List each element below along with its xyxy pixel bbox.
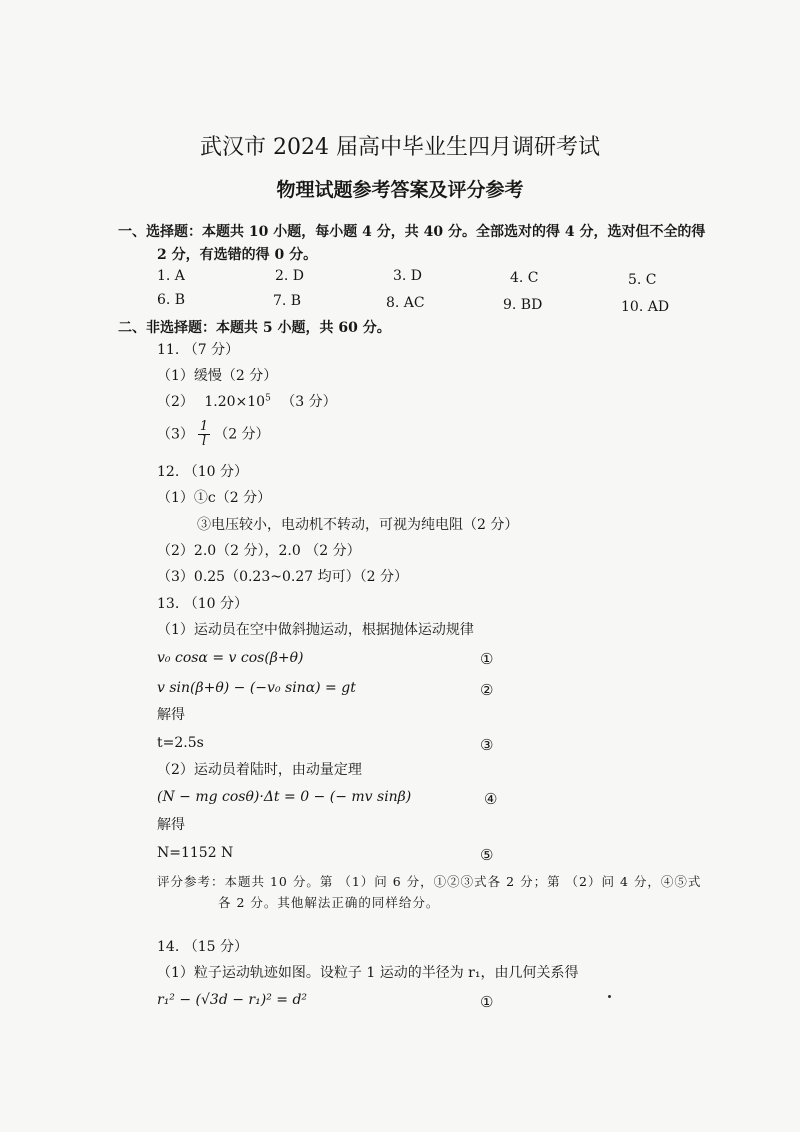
q13-scoring-line1: 评分参考：本题共 10 分。第 （1）问 6 分，①②③式各 2 分；第 （2）问 4 分，④⑤式	[157, 874, 702, 889]
q13-equation-1-number: ①	[480, 650, 494, 668]
q12-heading: 12. （10 分）	[157, 464, 248, 480]
exam-title: 武汉市 2024 届高中毕业生四月调研考试	[200, 135, 600, 160]
q13-equation-2-number: ②	[480, 681, 494, 699]
q12-answer-1b: ③电压较小，电动机不转动，可视为纯电阻（2 分）	[197, 517, 519, 533]
answer-3: 3. D	[393, 268, 423, 284]
q12-answer-2: （2）2.0（2 分），2.0 （2 分）	[157, 543, 361, 559]
answer-4: 4. C	[510, 270, 539, 286]
q13-heading: 13. （10 分）	[157, 596, 248, 612]
answer-10: 10. AD	[621, 299, 670, 315]
q11-answer-2-value: $1.20\times 10^5$	[204, 393, 271, 410]
q11-heading: 11. （7 分）	[157, 342, 240, 358]
q14-part1-text: （1）粒子运动轨迹如图。设粒子 1 运动的半径为 r₁，由几何关系得	[157, 965, 579, 981]
q12-answer-3: （3）0.25（0.23~0.27 均可）（2 分）	[157, 569, 408, 585]
q12-answer-1: （1）①c（2 分）	[157, 490, 272, 506]
q11-answer-3-fraction: $\frac{1}{l}$	[199, 419, 209, 449]
document-subtitle: 物理试题参考答案及评分参考	[276, 179, 524, 201]
answer-6: 6. B	[157, 292, 186, 308]
q11-answer-3-score: （2 分）	[214, 426, 270, 443]
q11-answer-2	[157, 392, 337, 412]
q13-part2-text: （2）运动员着陆时，由动量定理	[157, 762, 362, 778]
answer-9: 9. BD	[503, 297, 543, 313]
part1-heading-line1: 一、选择题：本题共 10 小题，每小题 4 分，共 40 分。全部选对的得 4 分，选对但不全的得	[118, 224, 706, 240]
q11-answer-3	[157, 420, 270, 449]
q11-answer-3-label: （3）	[157, 426, 194, 443]
scan-speck	[608, 995, 611, 998]
part1-heading-line2: 2 分，有选错的得 0 分。	[157, 247, 318, 263]
q13-equation-4: (N − mg cosθ)·Δt = 0 − (− mv sinβ)	[157, 789, 412, 805]
answer-8: 8. AC	[386, 295, 425, 311]
q13-equation-2: v sin(β+θ) − (−v₀ sinα) = gt	[157, 680, 356, 696]
q14-equation-1: r₁² − (√3d − r₁)² = d²	[157, 992, 308, 1008]
q13-result-2: N=1152 N	[157, 845, 234, 861]
q11-answer-2-label: （2）	[157, 394, 194, 410]
q13-part1-text: （1）运动员在空中做斜抛运动，根据抛体运动规律	[157, 622, 474, 638]
q13-solve-label-1: 解得	[157, 707, 185, 723]
answer-1: 1. A	[157, 268, 185, 284]
q11-answer-1: （1）缓慢（2 分）	[157, 368, 278, 384]
answer-2: 2. D	[275, 268, 305, 284]
q13-equation-1: v₀ cosα = v cos(β+θ)	[157, 650, 304, 666]
answer-5: 5. C	[628, 272, 657, 288]
q13-scoring-line2: 各 2 分。其他解法正确的同样给分。	[218, 895, 440, 910]
q14-equation-1-number: ①	[480, 993, 494, 1011]
q11-answer-2-score: （3 分）	[281, 394, 337, 410]
answer-7: 7. B	[273, 293, 302, 309]
q13-result-1: t=2.5s	[157, 735, 204, 751]
q13-result-1-number: ③	[480, 736, 494, 754]
q13-result-2-number: ⑤	[480, 846, 494, 864]
q14-heading: 14. （15 分）	[157, 939, 248, 955]
part2-heading: 二、非选择题：本题共 5 小题，共 60 分。	[118, 320, 391, 336]
q13-equation-4-number: ④	[484, 790, 498, 808]
q13-solve-label-2: 解得	[157, 817, 185, 833]
